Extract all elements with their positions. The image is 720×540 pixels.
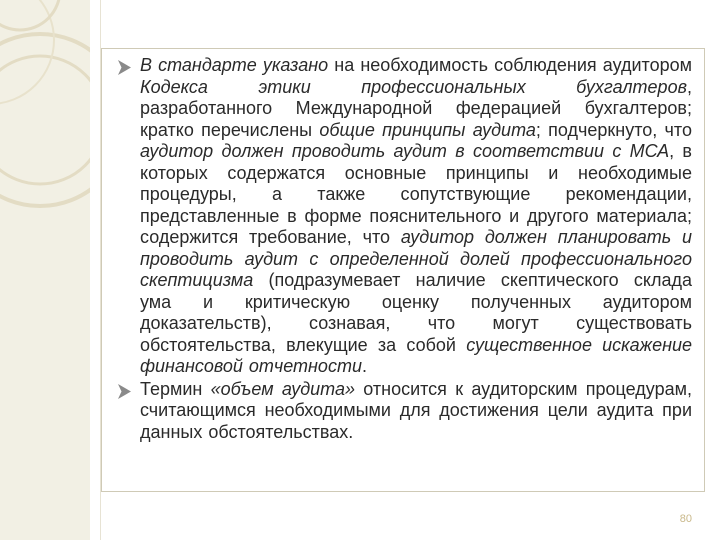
text-run: на необходимость соблюдения аудитором	[328, 55, 693, 75]
decorative-circles-icon	[0, 0, 90, 540]
text-run: (подразумевает наличие скептического склада ума и критическую оценку полученных аудитором доказательств), сознавая, что могут существовать обстоятельства, влекущие за собой	[140, 270, 692, 355]
text-run: , в которых содержатся основные принципы и необходимые процедуры, а также сопутствующие рекомендации, представленные в форме пояснительного и другого материала; содержится требование, что	[140, 141, 692, 247]
triangle-arrow-icon	[118, 384, 131, 399]
page-number: 80	[679, 513, 692, 525]
bullet-text	[140, 55, 692, 378]
bullet-list	[118, 55, 692, 443]
text-run: .	[361, 356, 367, 376]
text-run: относится к аудиторским процедурам, считающимся необходимыми для достижения цели аудита при данных обстоятельствах.	[140, 378, 692, 442]
decorative-sidebar	[0, 0, 90, 540]
italic-text-run: В стандарте указано	[140, 55, 329, 75]
italic-text-run: существенное искажение финансовой отчетности	[140, 334, 693, 376]
slide-content-box	[101, 48, 705, 492]
text-run: Термин	[140, 378, 211, 399]
italic-text-run: общие принципы аудита	[319, 119, 536, 140]
bullet-item	[118, 379, 692, 444]
bullet-item	[118, 55, 692, 378]
text-run: , разработанного Международной федерацией бухгалтеров; кратко перечислены	[140, 76, 692, 140]
italic-text-run: Кодекса этики профессиональных бухгалтеров	[140, 76, 687, 97]
italic-text-run: аудитор должен планировать и проводить аудит с определенной долей профессионального скептицизма	[140, 227, 692, 290]
text-run: ; подчеркнуто, что	[535, 119, 692, 140]
italic-text-run: аудитор должен проводить аудит в соответствии с МСА	[140, 141, 670, 161]
bullet-text	[140, 379, 692, 444]
italic-text-run: «объем аудита»	[210, 378, 355, 399]
triangle-arrow-icon	[118, 60, 131, 75]
